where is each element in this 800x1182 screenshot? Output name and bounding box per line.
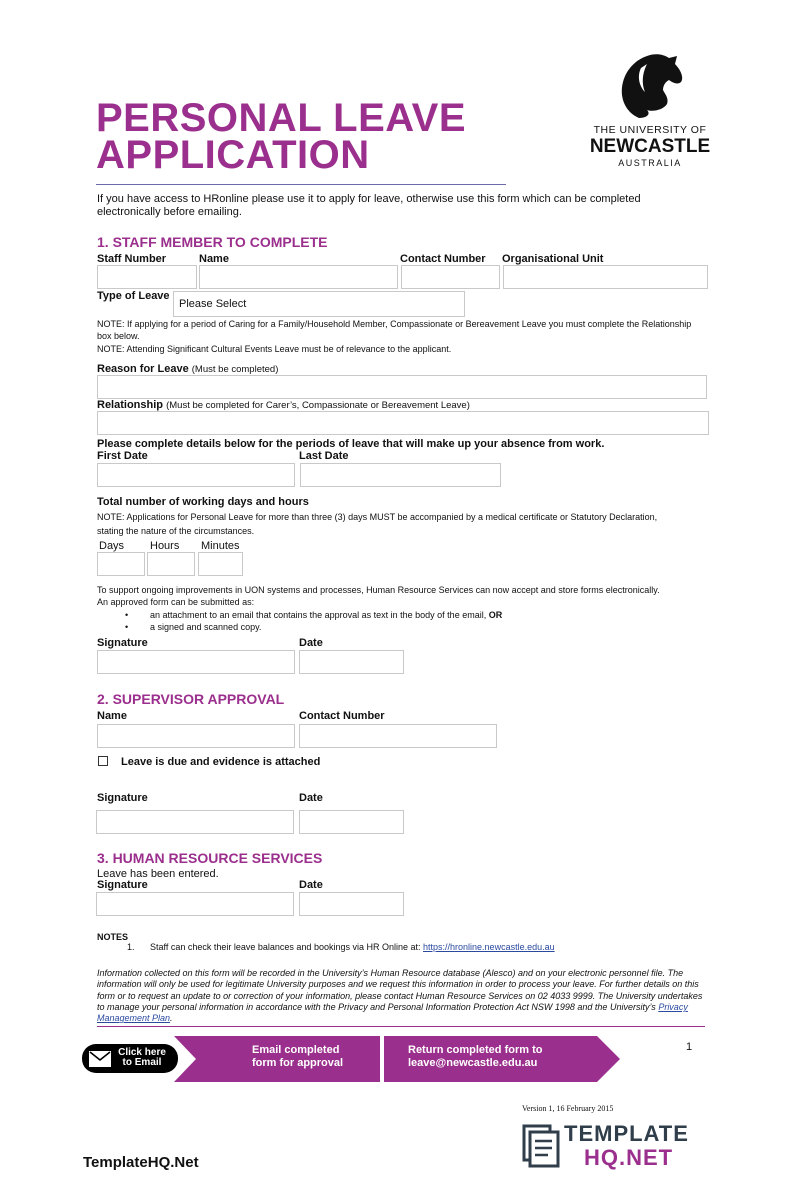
- email-button-line-1: Click here: [118, 1047, 166, 1058]
- templatehq-logo: [520, 1122, 710, 1172]
- minutes-field[interactable]: [198, 552, 243, 576]
- supervisor-name-field[interactable]: [97, 724, 295, 748]
- contact-number-field[interactable]: [401, 265, 500, 289]
- templatehq-logo-line-2: HQ.NET: [584, 1145, 674, 1170]
- relationship-label-text: Relationship: [97, 399, 164, 411]
- relationship-label: [97, 399, 470, 411]
- bullet-2: a signed and scanned copy.: [150, 622, 262, 632]
- hours-label: Hours: [150, 540, 180, 552]
- bullet-dot-1: •: [125, 610, 129, 620]
- reason-label-text: Reason for Leave: [97, 363, 189, 375]
- relationship-field[interactable]: [97, 411, 709, 435]
- cultural-events-note: NOTE: Attending Significant Cultural Events Leave must be of relevance to the applicant.: [97, 344, 452, 354]
- title-line-2: APPLICATION: [96, 133, 370, 177]
- type-of-leave-label: Type of Leave: [97, 290, 170, 302]
- medical-certificate-note: NOTE: Applications for Personal Leave for more than three (3) days MUST be accompanied by a medical certificate or Statutory Declaration,: [97, 512, 658, 522]
- staff-number-field[interactable]: [97, 265, 197, 289]
- supervisor-date-field[interactable]: [299, 810, 404, 834]
- privacy-plan-link[interactable]: Privacy Management Plan: [97, 1001, 688, 1024]
- version-text: Version 1, 16 February 2015: [522, 1104, 614, 1113]
- logo-line-3: AUSTRALIA: [618, 158, 682, 168]
- section-3-heading: 3. HUMAN RESOURCE SERVICES: [97, 850, 323, 866]
- templatehq-logo-line-1: TEMPLATE: [564, 1121, 689, 1146]
- first-date-label: First Date: [97, 450, 148, 462]
- banner-step-1: [252, 1044, 343, 1070]
- signature-field[interactable]: [97, 650, 295, 674]
- days-label: Days: [99, 540, 125, 552]
- staff-number-label: Staff Number: [97, 253, 167, 265]
- hours-field[interactable]: [147, 552, 195, 576]
- total-heading: Total number of working days and hours: [97, 496, 309, 508]
- org-unit-label: Organisational Unit: [502, 253, 604, 265]
- contact-number-label: Contact Number: [400, 253, 486, 265]
- university-logo: [585, 50, 715, 170]
- logo-line-2: NEWCASTLE: [589, 136, 711, 157]
- privacy-divider: [97, 1026, 705, 1027]
- bullet-1-text: an attachment to an email that contains the approval as text in the body of the email,: [150, 610, 487, 620]
- footer-brand-text: TemplateHQ.Net: [83, 1154, 199, 1171]
- notes-item: [150, 941, 710, 953]
- banner-step-2-line-2: leave@newcastle.edu.au: [408, 1057, 538, 1069]
- hr-signature-field[interactable]: [96, 892, 294, 916]
- hr-date-label: Date: [299, 879, 323, 891]
- name-field[interactable]: [199, 265, 398, 289]
- hronline-link[interactable]: https://hronline.newcastle.edu.au: [423, 942, 555, 952]
- supervisor-signature-field[interactable]: [96, 810, 294, 834]
- logo-line-1: THE UNIVERSITY OF: [593, 124, 707, 136]
- email-button-label: [113, 1048, 171, 1068]
- date-field[interactable]: [299, 650, 404, 674]
- privacy-statement: [97, 968, 707, 1024]
- notes-heading: NOTES: [97, 932, 129, 942]
- support-text: To support ongoing improvements in UON systems and processes, Human Resource Services can now accept and store forms electronically.: [97, 585, 660, 595]
- section-2-heading: 2. SUPERVISOR APPROVAL: [97, 691, 285, 707]
- org-unit-field[interactable]: [503, 265, 708, 289]
- type-of-leave-select[interactable]: Please Select: [173, 291, 465, 317]
- title-line-1: PERSONAL LEAVE: [96, 96, 467, 140]
- section-1-heading: 1. STAFF MEMBER TO COMPLETE: [97, 234, 328, 250]
- medical-certificate-note-2: stating the nature of the circumstances.: [97, 526, 255, 536]
- supervisor-contact-field[interactable]: [299, 724, 497, 748]
- supervisor-signature-label: Signature: [97, 792, 148, 804]
- envelope-icon: [89, 1051, 111, 1067]
- relationship-hint: (Must be completed for Carer’s, Compassionate or Bereavement Leave): [166, 400, 470, 411]
- supervisor-contact-label: Contact Number: [299, 710, 385, 722]
- notes-item-number: 1.: [127, 942, 135, 952]
- banner-step-2: [408, 1044, 542, 1070]
- reason-hint: (Must be completed): [191, 364, 279, 375]
- hr-date-field[interactable]: [299, 892, 404, 916]
- signature-label: Signature: [97, 637, 148, 649]
- evidence-checkbox[interactable]: [98, 756, 108, 766]
- notes-item-text: Staff can check their leave balances and bookings via HR Online at:: [150, 942, 421, 952]
- reason-field[interactable]: [97, 375, 707, 399]
- form-title: [96, 96, 467, 177]
- days-field[interactable]: [97, 552, 145, 576]
- document-icon: [522, 1124, 560, 1168]
- banner-step-1-line-1: Email completed: [252, 1044, 340, 1056]
- reason-label: [97, 363, 278, 375]
- hr-signature-label: Signature: [97, 879, 148, 891]
- privacy-text: Information collected on this form will be recorded in the University’s Human Resource database (Alesco) and on your electronic personnel file. The information will only be used for legitimate University purposes and we request this information in order to process your leave. For further details on this form or to request an update to or correction of your information, please contact Human Resource Services on 02 4033 9999. The University undertakes to manage your personal information in accordance with the Privacy and Personal Information Protection Act NSW 1998 and the University’s: [97, 968, 703, 1012]
- intro-text: If you have access to HRonline please use it to apply for leave, otherwise use this form which can be completed electronically before emailing.: [97, 193, 641, 218]
- relationship-note: NOTE: If applying for a period of Caring for a Family/Household Member, Compassionate or Bereavement Leave you must complete the Relationship box below.: [97, 319, 692, 341]
- email-button[interactable]: [82, 1044, 178, 1073]
- email-button-line-2: to Email: [122, 1057, 162, 1068]
- banner-step-2-line-1: Return completed form to: [408, 1044, 543, 1056]
- last-date-label: Last Date: [299, 450, 349, 462]
- bullet-dot-2: •: [125, 622, 129, 632]
- page-number: 1: [686, 1041, 693, 1053]
- support-text-2: An approved form can be submitted as:: [97, 597, 255, 607]
- title-divider: [96, 184, 506, 185]
- privacy-end: .: [170, 1013, 173, 1024]
- horse-head-icon: [617, 52, 687, 120]
- minutes-label: Minutes: [201, 540, 240, 552]
- periods-heading: Please complete details below for the periods of leave that will make up your absence from work.: [97, 438, 605, 450]
- supervisor-name-label: Name: [97, 710, 127, 722]
- supervisor-date-label: Date: [299, 792, 323, 804]
- banner-step-1-line-2: form for approval: [252, 1057, 344, 1069]
- first-date-field[interactable]: [97, 463, 295, 487]
- name-label: Name: [199, 253, 229, 265]
- bullet-1: [150, 609, 502, 621]
- evidence-checkbox-label: Leave is due and evidence is attached: [121, 756, 321, 768]
- date-label: Date: [299, 637, 323, 649]
- bullet-1-or: OR: [488, 610, 503, 620]
- leave-entered-text: Leave has been entered.: [97, 868, 219, 880]
- last-date-field[interactable]: [300, 463, 501, 487]
